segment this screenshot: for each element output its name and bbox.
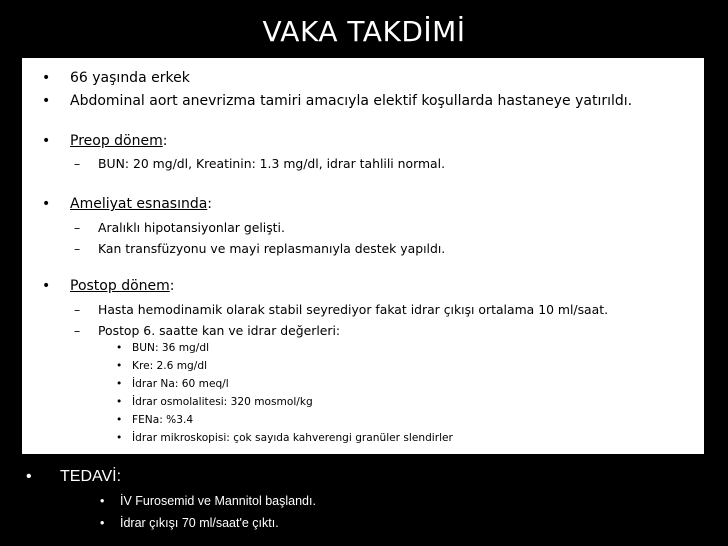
preop-labs: BUN: 20 mg/dl, Kreatinin: 1.3 mg/dl, idrar tahlili normal. [98, 156, 446, 171]
lab-value: • İdrar Na: 60 meq/l [116, 378, 229, 390]
bullet-icon: • [116, 396, 123, 408]
dash-icon: – [74, 156, 81, 171]
slide-title: VAKA TAKDİMİ [262, 15, 466, 48]
intraop-item-2: Kan transfüzyonu ve mayi replasmanıyla destek yapıldı. [98, 241, 446, 256]
section-intraop: • Ameliyat esnasında: [42, 196, 213, 212]
bullet-icon: • [100, 516, 105, 530]
bullet-icon: • [116, 432, 123, 444]
dash-icon: – [74, 302, 81, 317]
section-postop: • Postop dönem: [42, 278, 175, 294]
bullet-icon: • [100, 494, 105, 508]
bullet-icon: • [42, 278, 51, 294]
dash-icon: – [74, 220, 81, 235]
section-preop: • Preop dönem: [42, 133, 168, 149]
bullet-icon: • [42, 133, 51, 149]
lab-value: • FENa: %3.4 [116, 414, 194, 426]
lab-value: • İdrar osmolalitesi: 320 mosmol/kg [116, 396, 313, 408]
bullet-icon: • [116, 342, 123, 354]
dash-icon: – [74, 241, 81, 256]
sub-item [74, 220, 285, 235]
postop-heading: Postop dönem [70, 278, 170, 294]
dash-icon: – [74, 323, 81, 338]
intro-admission: Abdominal aort anevrizma tamiri amacıyla elektif koşullarda hastaneye yatırıldı. [70, 93, 633, 109]
title-bar [0, 0, 728, 58]
bullet-icon: • [42, 70, 51, 86]
treatment-item: • İdrar çıkışı 70 ml/saat'e çıktı. [100, 516, 279, 530]
treatment-heading-row [26, 468, 121, 486]
postop-item-1: Hasta hemodinamik olarak stabil seyrediyor fakat idrar çıkışı ortalama 10 ml/saat. [98, 302, 609, 317]
bullet-icon: • [42, 196, 51, 212]
intraop-heading: Ameliyat esnasında [70, 196, 208, 212]
lab-value: • Kre: 2.6 mg/dl [116, 360, 208, 372]
intraop-item-1: Aralıklı hipotansiyonlar gelişti. [98, 220, 285, 235]
sub-item [74, 302, 608, 317]
treatment-section [0, 460, 728, 546]
postop-item-2: Postop 6. saatte kan ve idrar değerleri: [98, 323, 341, 338]
bullet-row [42, 93, 632, 109]
sub-item [74, 241, 445, 256]
bullet-icon: • [116, 360, 123, 372]
case-content [22, 58, 704, 454]
sub-item [74, 323, 340, 338]
bullet-row [42, 70, 190, 86]
preop-heading: Preop dönem [70, 133, 163, 149]
bullet-icon: • [26, 468, 32, 485]
sub-item [74, 156, 445, 171]
intro-age: 66 yaşında erkek [70, 70, 190, 86]
bullet-icon: • [116, 414, 123, 426]
lab-value: • İdrar mikroskopisi: çok sayıda kahverengi granüler slendirler [116, 432, 453, 444]
treatment-item: • İV Furosemid ve Mannitol başlandı. [100, 494, 316, 508]
treatment-heading: TEDAVİ: [60, 468, 122, 485]
bullet-icon: • [116, 378, 123, 390]
lab-value: • BUN: 36 mg/dl [116, 342, 210, 354]
bullet-icon: • [42, 93, 51, 109]
